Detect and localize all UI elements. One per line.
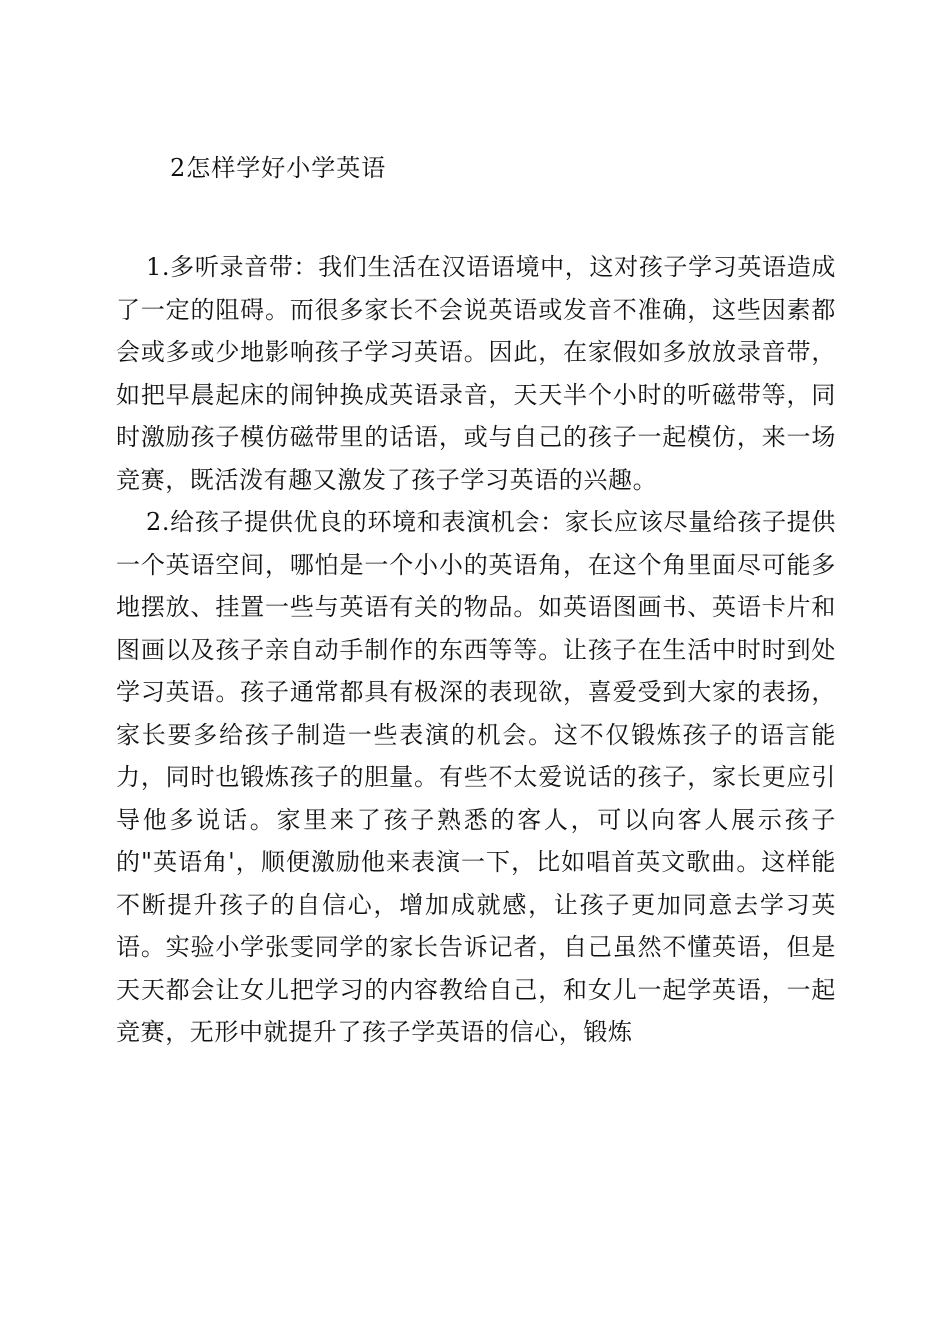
paragraph-environment-performance: 2.给孩子提供优良的环境和表演机会：家长应该尽量给孩子提供一个英语空间，哪怕是一个小小的英语角，在这个角里面尽可能多地摆放、挂置一些与英语有关的物品。如英语图画书、英语卡片和图画以及孩子亲自动手制作的东西等等。让孩子在生活中时时到处学习英语。孩子通常都具有极深的表现欲，喜爱受到大家的表扬，家长要多给孩子制造一些表演的机会。这不仅锻炼孩子的语言能力，同时也锻炼孩子的胆量。有些不太爱说话的孩子，家长更应引导他多说话。家里来了孩子熟悉的客人，可以向客人展示孩子的"英语角'，顺便激励他来表演一下，比如唱首英文歌曲。这样能不断提升孩子的自信心，增加成就感，让孩子更加同意去学习英语。实验小学张雯同学的家长告诉记者，自己虽然不懂英语，但是天天都会让女儿把学习的内容教给自己，和女儿一起学英语，一起竞赛，无形中就提升了孩子学英语的信心，锻炼: [116, 508, 836, 1046]
document-title: 2怎样学好小学英语: [170, 154, 387, 182]
paragraph-listening-tapes: 1.多听录音带：我们生活在汉语语境中，这对孩子学习英语造成了一定的阻碍。而很多家长不会说英语或发音不准确，这些因素都会或多或少地影响孩子学习英语。因此，在家假如多放放录音带，如把早晨起床的闹钟换成英语录音，天天半个小时的听磁带等，同时激励孩子模仿磁带里的话语，或与自己的孩子一起模仿，来一场竞赛，既活泼有趣又激发了孩子学习英语的兴趣。: [116, 253, 836, 494]
document-body: [116, 246, 836, 1054]
